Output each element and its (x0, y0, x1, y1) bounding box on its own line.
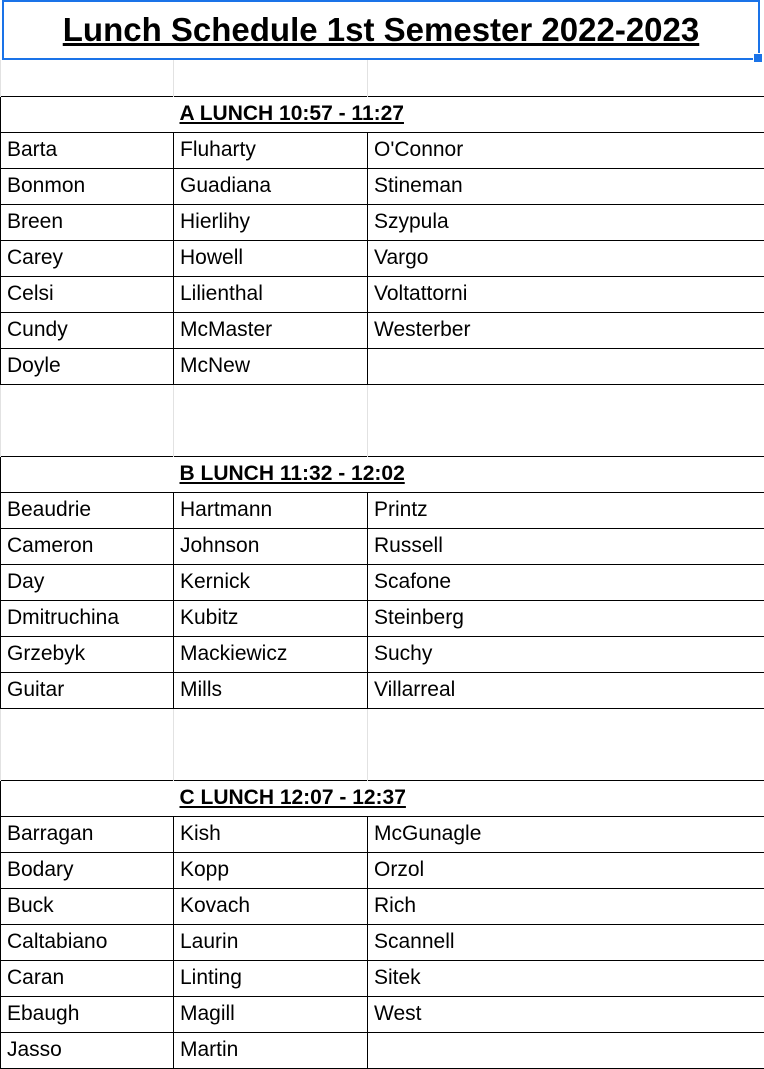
name-cell[interactable]: Hierlihy (174, 204, 368, 240)
name-cell[interactable]: Doyle (1, 348, 174, 384)
empty-cell[interactable] (174, 420, 368, 456)
name-cell[interactable]: Day (1, 564, 174, 600)
name-cell[interactable]: Bodary (1, 852, 174, 888)
section-header-row (1, 456, 764, 492)
name-cell[interactable]: Cundy (1, 312, 174, 348)
name-cell[interactable]: Bonmon (1, 168, 174, 204)
name-cell[interactable]: Hartmann (174, 492, 368, 528)
section-header[interactable]: B LUNCH 11:32 - 12:02 (174, 456, 368, 492)
table-row (1, 240, 764, 276)
table-row (1, 312, 764, 348)
name-cell[interactable]: Russell (368, 528, 764, 564)
name-cell[interactable]: Beaudrie (1, 492, 174, 528)
table-row (1, 672, 764, 708)
name-cell[interactable]: Johnson (174, 528, 368, 564)
section-header[interactable]: A LUNCH 10:57 - 11:27 (174, 96, 368, 132)
name-cell[interactable]: Villarreal (368, 672, 764, 708)
name-cell[interactable] (368, 1032, 764, 1068)
spacer-row (1, 60, 764, 96)
table-row (1, 132, 764, 168)
empty-cell[interactable] (368, 384, 764, 420)
page-title: Lunch Schedule 1st Semester 2022-2023 (63, 11, 699, 49)
name-cell[interactable]: Dmitruchina (1, 600, 174, 636)
name-cell[interactable]: McNew (174, 348, 368, 384)
name-cell[interactable]: Laurin (174, 924, 368, 960)
table-row (1, 168, 764, 204)
section-header[interactable]: C LUNCH 12:07 - 12:37 (174, 780, 368, 816)
empty-cell[interactable] (1, 384, 174, 420)
section-header-row (1, 780, 764, 816)
table-row (1, 888, 764, 924)
name-cell[interactable]: Westerber (368, 312, 764, 348)
table-row (1, 564, 764, 600)
table-row (1, 852, 764, 888)
name-cell[interactable]: Kernick (174, 564, 368, 600)
name-cell[interactable]: Suchy (368, 636, 764, 672)
name-cell[interactable]: Caran (1, 960, 174, 996)
name-cell[interactable]: Celsi (1, 276, 174, 312)
name-cell[interactable]: Guadiana (174, 168, 368, 204)
empty-cell[interactable] (174, 384, 368, 420)
empty-cell[interactable] (1, 60, 174, 96)
name-cell[interactable]: Barragan (1, 816, 174, 852)
empty-cell[interactable] (1, 420, 174, 456)
name-cell[interactable]: Jasso (1, 1032, 174, 1068)
spacer-row (1, 384, 764, 420)
table-row (1, 348, 764, 384)
name-cell[interactable]: Kish (174, 816, 368, 852)
name-cell[interactable]: Mills (174, 672, 368, 708)
name-cell[interactable]: Howell (174, 240, 368, 276)
name-cell[interactable]: Linting (174, 960, 368, 996)
title-cell[interactable] (2, 0, 760, 60)
empty-cell[interactable] (368, 744, 764, 780)
name-cell[interactable]: Scannell (368, 924, 764, 960)
name-cell[interactable]: Kovach (174, 888, 368, 924)
table-row (1, 600, 764, 636)
name-cell[interactable]: Ebaugh (1, 996, 174, 1032)
empty-cell[interactable] (368, 96, 764, 132)
name-cell[interactable]: Voltattorni (368, 276, 764, 312)
table-row (1, 924, 764, 960)
empty-cell[interactable] (1, 708, 174, 744)
name-cell[interactable]: Lilienthal (174, 276, 368, 312)
name-cell[interactable]: Vargo (368, 240, 764, 276)
name-cell[interactable]: Magill (174, 996, 368, 1032)
name-cell[interactable]: McGunagle (368, 816, 764, 852)
name-cell[interactable]: Cameron (1, 528, 174, 564)
name-cell[interactable]: Martin (174, 1032, 368, 1068)
empty-cell[interactable] (1, 744, 174, 780)
empty-cell[interactable] (368, 420, 764, 456)
table-row (1, 1032, 764, 1068)
schedule-grid (0, 60, 764, 1069)
table-row (1, 492, 764, 528)
name-cell[interactable]: Kubitz (174, 600, 368, 636)
name-cell[interactable]: Fluharty (174, 132, 368, 168)
name-cell[interactable]: West (368, 996, 764, 1032)
empty-cell[interactable] (1, 456, 174, 492)
table-row (1, 996, 764, 1032)
empty-cell[interactable] (174, 60, 368, 96)
empty-cell[interactable] (368, 780, 764, 816)
empty-cell[interactable] (174, 744, 368, 780)
name-cell[interactable]: Rich (368, 888, 764, 924)
name-cell[interactable]: McMaster (174, 312, 368, 348)
name-cell[interactable]: O'Connor (368, 132, 764, 168)
empty-cell[interactable] (368, 456, 764, 492)
name-cell[interactable]: Barta (1, 132, 174, 168)
name-cell[interactable]: Guitar (1, 672, 174, 708)
name-cell[interactable]: Steinberg (368, 600, 764, 636)
table-row (1, 204, 764, 240)
spacer-row (1, 420, 764, 456)
table-row (1, 960, 764, 996)
name-cell[interactable]: Kopp (174, 852, 368, 888)
name-cell[interactable]: Sitek (368, 960, 764, 996)
table-row (1, 528, 764, 564)
name-cell[interactable]: Grzebyk (1, 636, 174, 672)
empty-cell[interactable] (174, 708, 368, 744)
name-cell[interactable]: Mackiewicz (174, 636, 368, 672)
section-header-row (1, 96, 764, 132)
name-cell[interactable]: Stineman (368, 168, 764, 204)
table-row (1, 816, 764, 852)
spacer-row (1, 744, 764, 780)
name-cell[interactable]: Szypula (368, 204, 764, 240)
schedule-grid-body (1, 60, 764, 1068)
table-row (1, 276, 764, 312)
table-row (1, 636, 764, 672)
name-cell[interactable]: Printz (368, 492, 764, 528)
empty-cell[interactable] (368, 60, 764, 96)
empty-cell[interactable] (1, 780, 174, 816)
empty-cell[interactable] (368, 708, 764, 744)
name-cell[interactable]: Carey (1, 240, 174, 276)
spacer-row (1, 708, 764, 744)
name-cell[interactable]: Scafone (368, 564, 764, 600)
name-cell[interactable]: Buck (1, 888, 174, 924)
name-cell[interactable] (368, 348, 764, 384)
name-cell[interactable]: Caltabiano (1, 924, 174, 960)
name-cell[interactable]: Breen (1, 204, 174, 240)
name-cell[interactable]: Orzol (368, 852, 764, 888)
empty-cell[interactable] (1, 96, 174, 132)
